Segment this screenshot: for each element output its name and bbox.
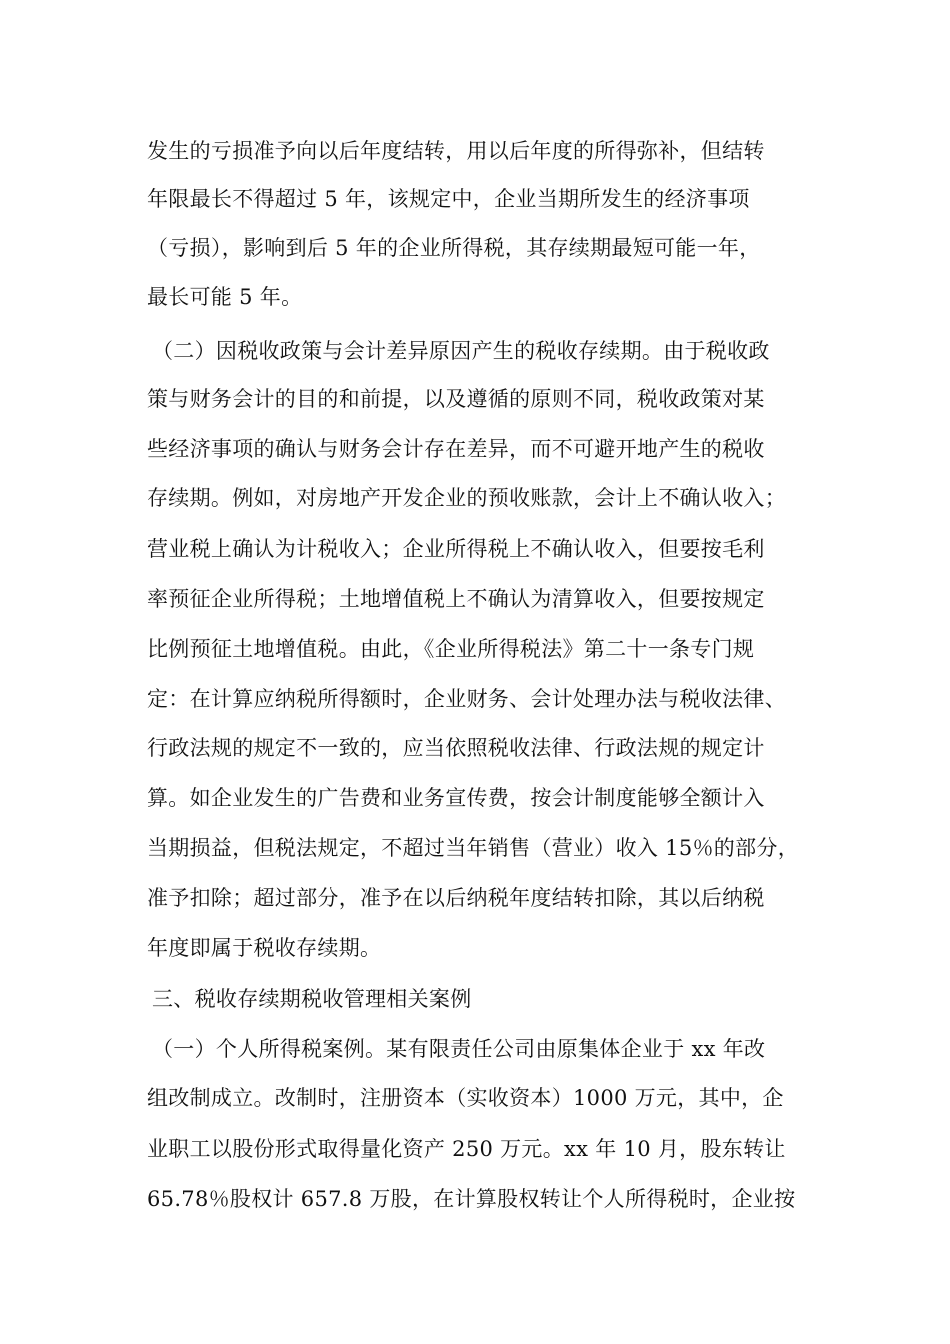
section-heading-line: （二）因税收政策与会计差异原因产生的税收存续期。由于税收政 [152,339,770,363]
subsection-heading-line: （一）个人所得税案例。某有限责任公司由原集体企业于 xx 年改 [152,1037,766,1061]
paragraph-line: 定：在计算应纳税所得额时，企业财务、会计处理办法与税收法律、 [147,687,786,711]
paragraph-line: 比例预征土地增值税。由此，《企业所得税法》第二十一条专门规 [147,637,755,661]
paragraph-line: 率预征企业所得税；土地增值税上不确认为清算收入，但要按规定 [147,587,765,611]
paragraph-line: 最长可能 5 年。 [147,285,303,309]
section-heading: 三、税收存续期税收管理相关案例 [152,987,472,1011]
paragraph-line: 组改制成立。改制时，注册资本（实收资本）1000 万元，其中，企 [147,1086,784,1110]
paragraph-line: 发生的亏损准予向以后年度结转，用以后年度的所得弥补，但结转 [147,139,765,163]
paragraph-line: 65.78％股权计 657.8 万股，在计算股权转让个人所得税时，企业按 [147,1187,796,1211]
paragraph-line: 算。如企业发生的广告费和业务宣传费，按会计制度能够全额计入 [147,786,765,810]
paragraph-line: 年度即属于税收存续期。 [147,936,382,960]
paragraph-line: 存续期。例如，对房地产开发企业的预收账款，会计上不确认收入； [147,486,786,510]
paragraph-line: 行政法规的规定不一致的，应当依照税收法律、行政法规的规定计 [147,736,765,760]
paragraph-line: 些经济事项的确认与财务会计存在差异，而不可避开地产生的税收 [147,437,765,461]
paragraph-line: 准予扣除；超过部分，准予在以后纳税年度结转扣除，其以后纳税 [147,886,765,910]
paragraph-line: 业职工以股份形式取得量化资产 250 万元。xx 年 10 月，股东转让 [147,1137,786,1161]
paragraph-line: 策与财务会计的目的和前提，以及遵循的原则不同，税收政策对某 [147,387,765,411]
paragraph-line: 年限最长不得超过 5 年，该规定中，企业当期所发生的经济事项 [147,187,750,211]
paragraph-line: （亏损），影响到后 5 年的企业所得税，其存续期最短可能一年， [147,236,761,260]
paragraph-line: 营业税上确认为计税收入；企业所得税上不确认收入，但要按毛利 [147,537,765,561]
paragraph-line: 当期损益，但税法规定，不超过当年销售（营业）收入 15％的部分， [147,836,799,860]
